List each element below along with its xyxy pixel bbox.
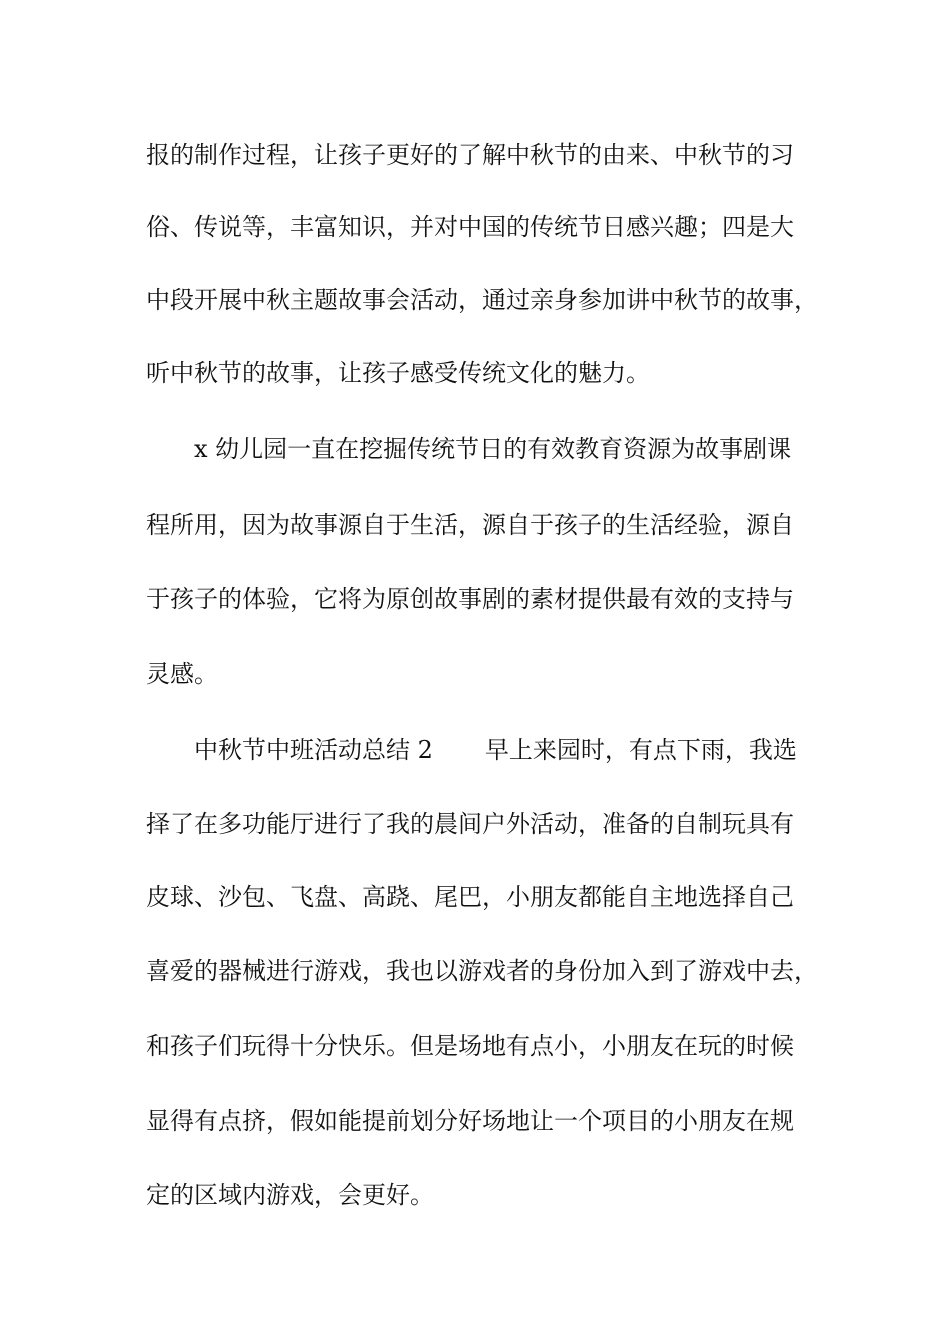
section-heading: 中秋节中班活动总结 2 (194, 736, 433, 764)
text-line: 定的区域内游戏，会更好。 (146, 1181, 434, 1209)
text-line: 和孩子们玩得十分快乐。但是场地有点小，小朋友在玩的时候 (146, 1032, 794, 1060)
text-line: 显得有点挤，假如能提前划分好场地让一个项目的小朋友在规 (146, 1107, 794, 1135)
text-line: 择了在多功能厅进行了我的晨间户外活动，准备的自制玩具有 (146, 810, 794, 838)
text-line: 听中秋节的故事，让孩子感受传统文化的魅力。 (146, 359, 650, 387)
text-line: 皮球、沙包、飞盘、高跷、尾巴，小朋友都能自主地选择自己 (146, 883, 794, 911)
text-line: 俗、传说等，丰富知识，并对中国的传统节日感兴趣；四是大 (146, 213, 794, 241)
text-line-rest: 早上来园时，有点下雨，我选 (484, 736, 797, 764)
text-line: x 幼儿园一直在挖掘传统节日的有效教育资源为故事剧课 (194, 435, 792, 463)
text-line: 程所用，因为故事源自于生活，源自于孩子的生活经验，源自 (146, 511, 794, 539)
text-line: 灵感。 (146, 660, 218, 688)
text-line: 喜爱的器械进行游戏，我也以游戏者的身份加入到了游戏中去， (146, 957, 818, 985)
section-heading-line (194, 730, 884, 770)
text-line: 中段开展中秋主题故事会活动，通过亲身参加讲中秋节的故事， (146, 286, 818, 314)
text-line: 报的制作过程，让孩子更好的了解中秋节的由来、中秋节的习 (146, 141, 794, 169)
text-line: 于孩子的体验，它将为原创故事剧的素材提供最有效的支持与 (146, 585, 794, 613)
